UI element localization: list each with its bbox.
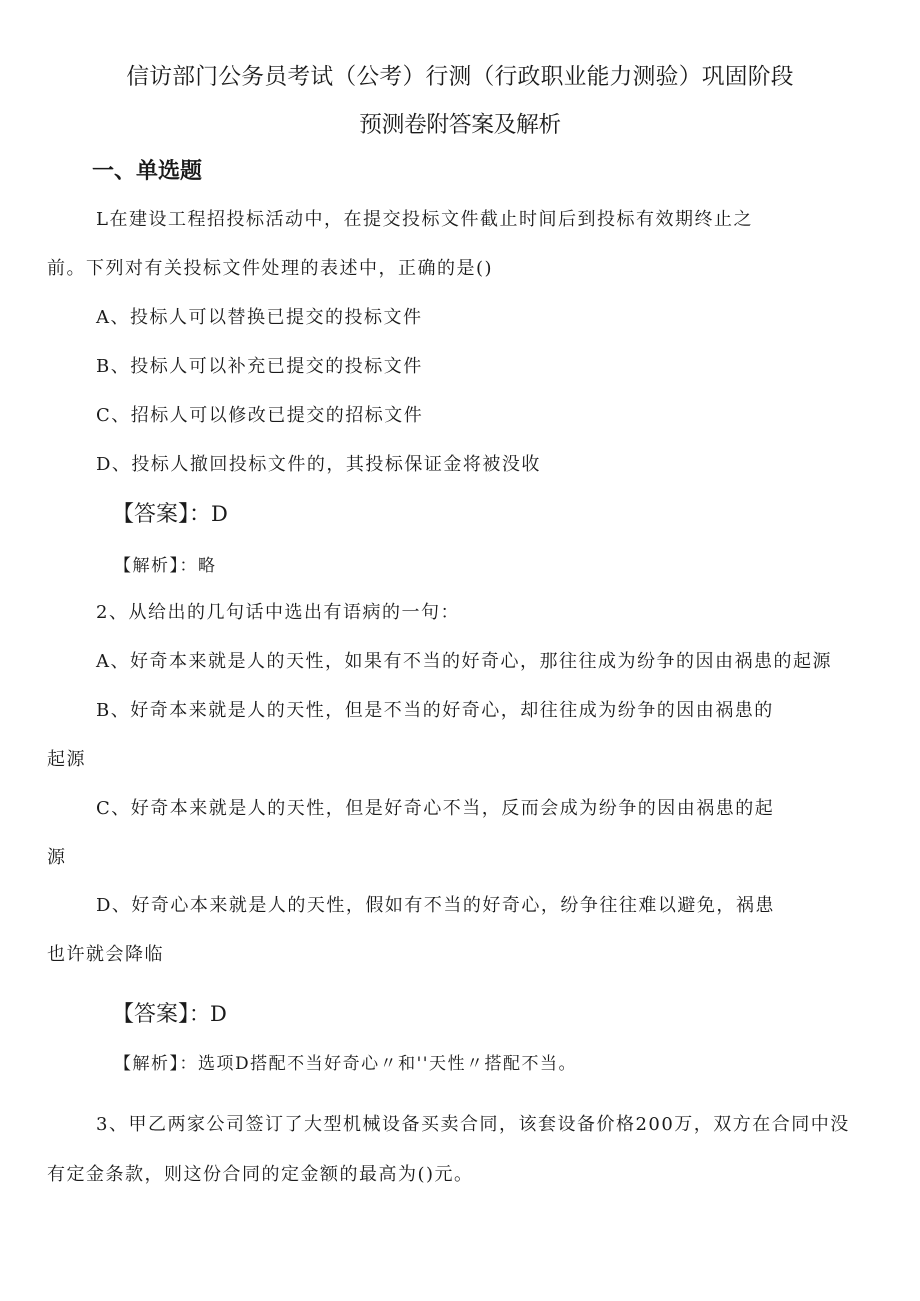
document-title-line-1: 信访部门公务员考试（公考）行测（行政职业能力测验）巩固阶段 bbox=[126, 64, 794, 90]
question-2-option-c-line-2: 源 bbox=[47, 847, 67, 868]
question-2-option-c-line-1: C、好奇本来就是人的天性，但是好奇心不当，反而会成为纷争的因由祸患的起 bbox=[96, 798, 775, 819]
answer-label: 【答案】： bbox=[112, 502, 212, 527]
question-1-answer bbox=[112, 497, 228, 528]
answer-value: D bbox=[211, 502, 228, 526]
question-1-option-c: C、招标人可以修改已提交的招标文件 bbox=[96, 405, 424, 426]
question-1-explanation: 【解析】：略 bbox=[114, 556, 217, 576]
question-1-option-b: B、投标人可以补充已提交的投标文件 bbox=[96, 356, 423, 377]
question-3-stem-line-2: 有定金条款，则这份合同的定金额的最高为()元。 bbox=[47, 1164, 474, 1185]
question-2-option-d-line-1: D、好奇心本来就是人的天性，假如有不当的好奇心，纷争往往难以避免，祸患 bbox=[96, 895, 775, 916]
question-2-option-b-line-1: B、好奇本来就是人的天性，但是不当的好奇心，却往往成为纷争的因由祸患的 bbox=[96, 700, 774, 721]
question-2-option-a: A、好奇本来就是人的天性，如果有不当的好奇心，那往往成为纷争的因由祸患的起源 bbox=[96, 651, 832, 672]
question-2-answer bbox=[112, 997, 227, 1028]
question-2-stem: 2、从给出的几句话中选出有语病的一句： bbox=[96, 602, 460, 623]
answer-label: 【答案】 bbox=[112, 1002, 190, 1027]
question-1-stem-line-1: L在建设工程招投标活动中，在提交投标文件截止时间后到投标有效期终止之 bbox=[96, 209, 753, 230]
question-2-option-b-line-2: 起源 bbox=[47, 749, 86, 770]
section-heading: 一、单选题 bbox=[92, 159, 203, 184]
question-3-stem-line-1: 3、甲乙两家公司签订了大型机械设备买卖合同，该套设备价格200万，双方在合同中没 bbox=[96, 1114, 850, 1135]
question-1-option-d: D、投标人撤回投标文件的，其投标保证金将被没收 bbox=[96, 454, 541, 475]
question-2-explanation: 【解析】：选项D搭配不当好奇心〃和''天性〃搭配不当。 bbox=[114, 1054, 577, 1074]
question-2-option-d-line-2: 也许就会降临 bbox=[47, 944, 164, 965]
question-1-stem-line-2: 前。下列对有关投标文件处理的表述中，正确的是() bbox=[47, 258, 494, 279]
question-1-option-a: A、投标人可以替换已提交的投标文件 bbox=[96, 307, 423, 328]
answer-value: ：D bbox=[189, 1002, 227, 1026]
document-title-line-2: 预测卷附答案及解析 bbox=[359, 112, 561, 138]
